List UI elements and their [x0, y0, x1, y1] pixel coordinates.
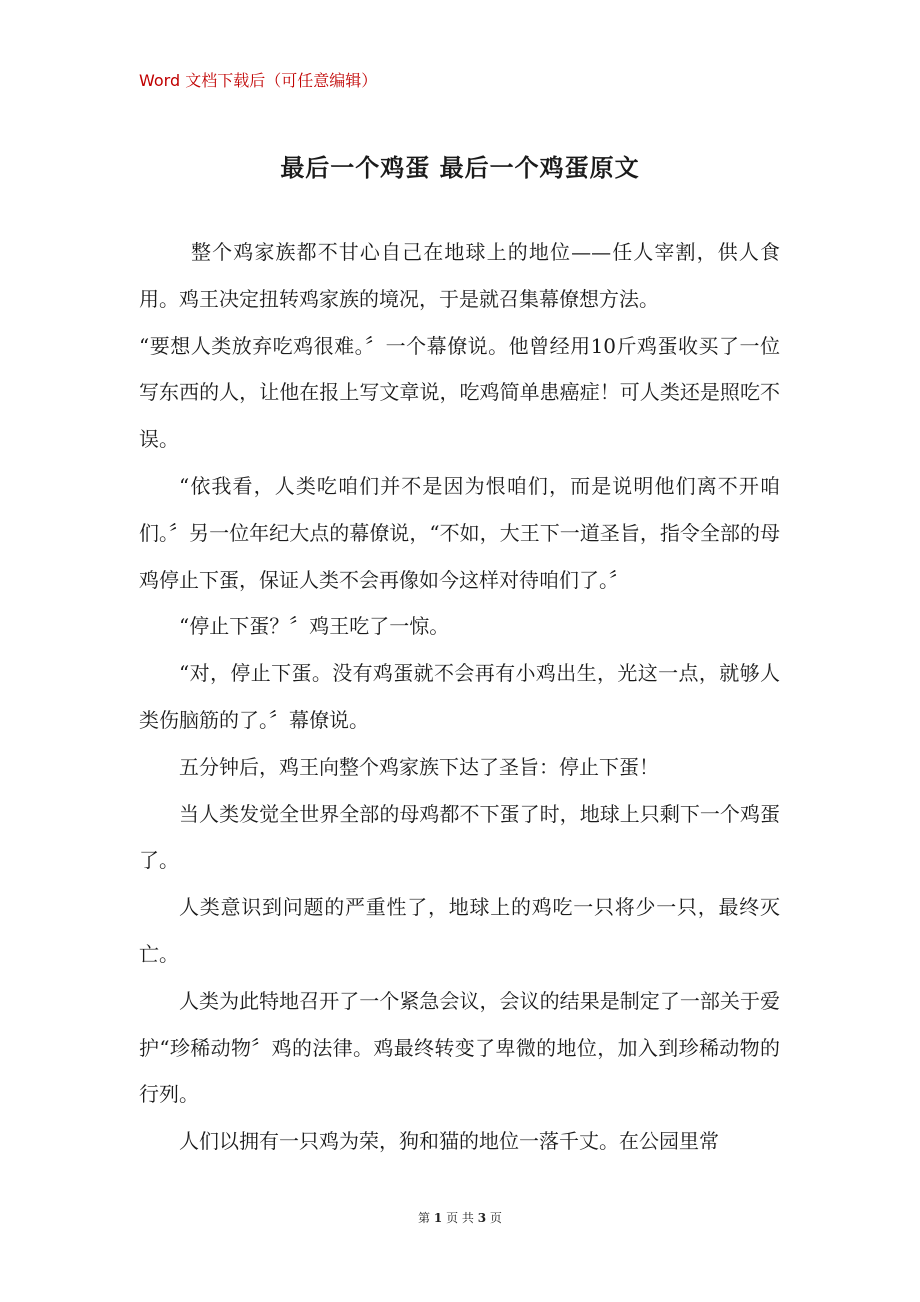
page-footer	[0, 1209, 920, 1226]
paragraph: 五分钟后，鸡王向整个鸡家族下达了圣旨：停止下蛋！	[179, 754, 659, 779]
footer-suffix: 页	[489, 1211, 502, 1225]
paragraph: “依我看，人类吃咱们并不是因为恨咱们，而是说明他们离不开咱们。〞另一位年纪大点的幕僚说，“不如，大王下一道圣旨，指令全部的母鸡停止下蛋，保证人类不会再像如今这样对待咱们了。〞	[139, 473, 780, 592]
download-note: Word 文档下载后（可任意编辑）	[139, 71, 378, 90]
paragraph: 人类意识到问题的严重性了，地球上的鸡吃一只将少一只，最终灭亡。	[139, 895, 780, 966]
footer-prefix: 第	[418, 1211, 431, 1225]
paragraph: “停止下蛋？〞鸡王吃了一惊。	[179, 614, 450, 639]
paragraph: 人类为此特地召开了一个紧急会议，会议的结果是制定了一部关于爱护“珍稀动物〞鸡的法律。鸡最终转变了卑微的地位，加入到珍稀动物的行列。	[139, 988, 780, 1107]
paragraph: “要想人类放弃吃鸡很难。〞一个幕僚说。他曾经用10斤鸡蛋收买了一位写东西的人，让他在报上写文章说，吃鸡简单患癌症！可人类还是照吃不误。	[139, 333, 780, 452]
paragraph: 当人类发觉全世界全部的母鸡都不下蛋了时，地球上只剩下一个鸡蛋了。	[139, 801, 780, 873]
paragraph: 整个鸡家族都不甘心自己在地球上的地位——任人宰割，供人食用。鸡王决定扭转鸡家族的境况，于是就召集幕僚想方法。	[139, 240, 780, 311]
document-title: 最后一个鸡蛋 最后一个鸡蛋原文	[280, 153, 640, 182]
document-body	[139, 229, 780, 1165]
current-page-number: 1	[433, 1211, 443, 1225]
footer-middle: 页 共	[446, 1211, 474, 1225]
paragraph: 人们以拥有一只鸡为荣，狗和猫的地位一落千丈。在公园里常	[179, 1129, 719, 1154]
total-page-count: 3	[477, 1211, 487, 1225]
paragraph: “对，停止下蛋。没有鸡蛋就不会再有小鸡出生，光这一点，就够人类伤脑筋的了。〞幕僚说。	[139, 661, 780, 732]
